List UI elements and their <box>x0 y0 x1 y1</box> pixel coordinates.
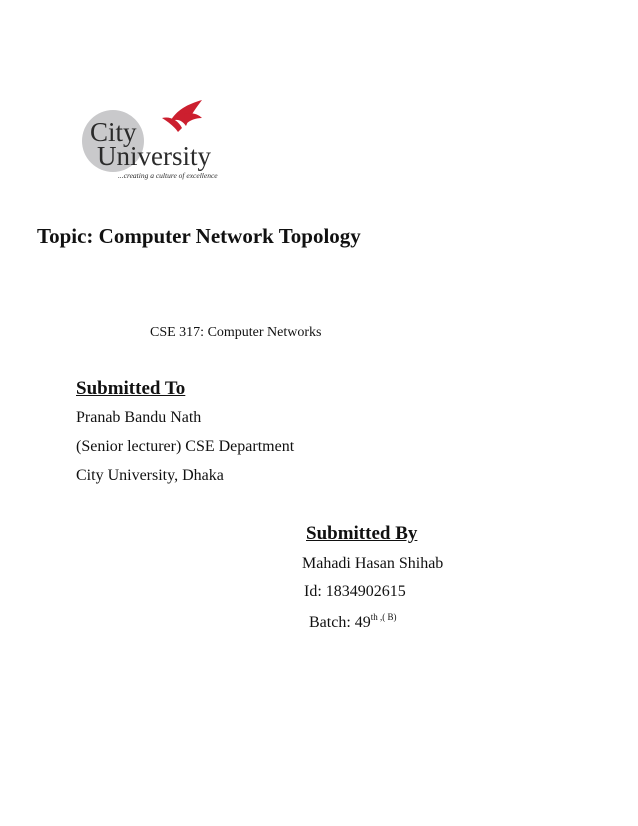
submitted-by-name: Mahadi Hasan Shihab <box>302 555 444 572</box>
submitted-to-institution: City University, Dhaka <box>76 467 224 484</box>
submitted-by-batch <box>309 612 397 632</box>
course-name: CSE 317: Computer Networks <box>150 325 322 340</box>
logo-graphic <box>78 96 228 184</box>
city-university-logo <box>78 96 228 184</box>
logo-word-university: University <box>97 141 211 171</box>
batch-text: Batch: 49 <box>309 614 371 631</box>
logo-bird-tail <box>184 113 202 124</box>
document-topic: Topic: Computer Network Topology <box>37 224 361 248</box>
submitted-by-heading: Submitted By <box>306 523 418 544</box>
submitted-to-designation: (Senior lecturer) CSE Department <box>76 438 295 455</box>
logo-tagline: ...creating a culture of excellence <box>118 171 218 180</box>
submitted-to-name: Pranab Bandu Nath <box>76 409 202 426</box>
batch-superscript: th ,( B) <box>370 612 397 622</box>
logo-word-city: City <box>90 117 137 147</box>
submitted-by-id: Id: 1834902615 <box>304 583 406 600</box>
submitted-to-heading: Submitted To <box>76 378 186 399</box>
